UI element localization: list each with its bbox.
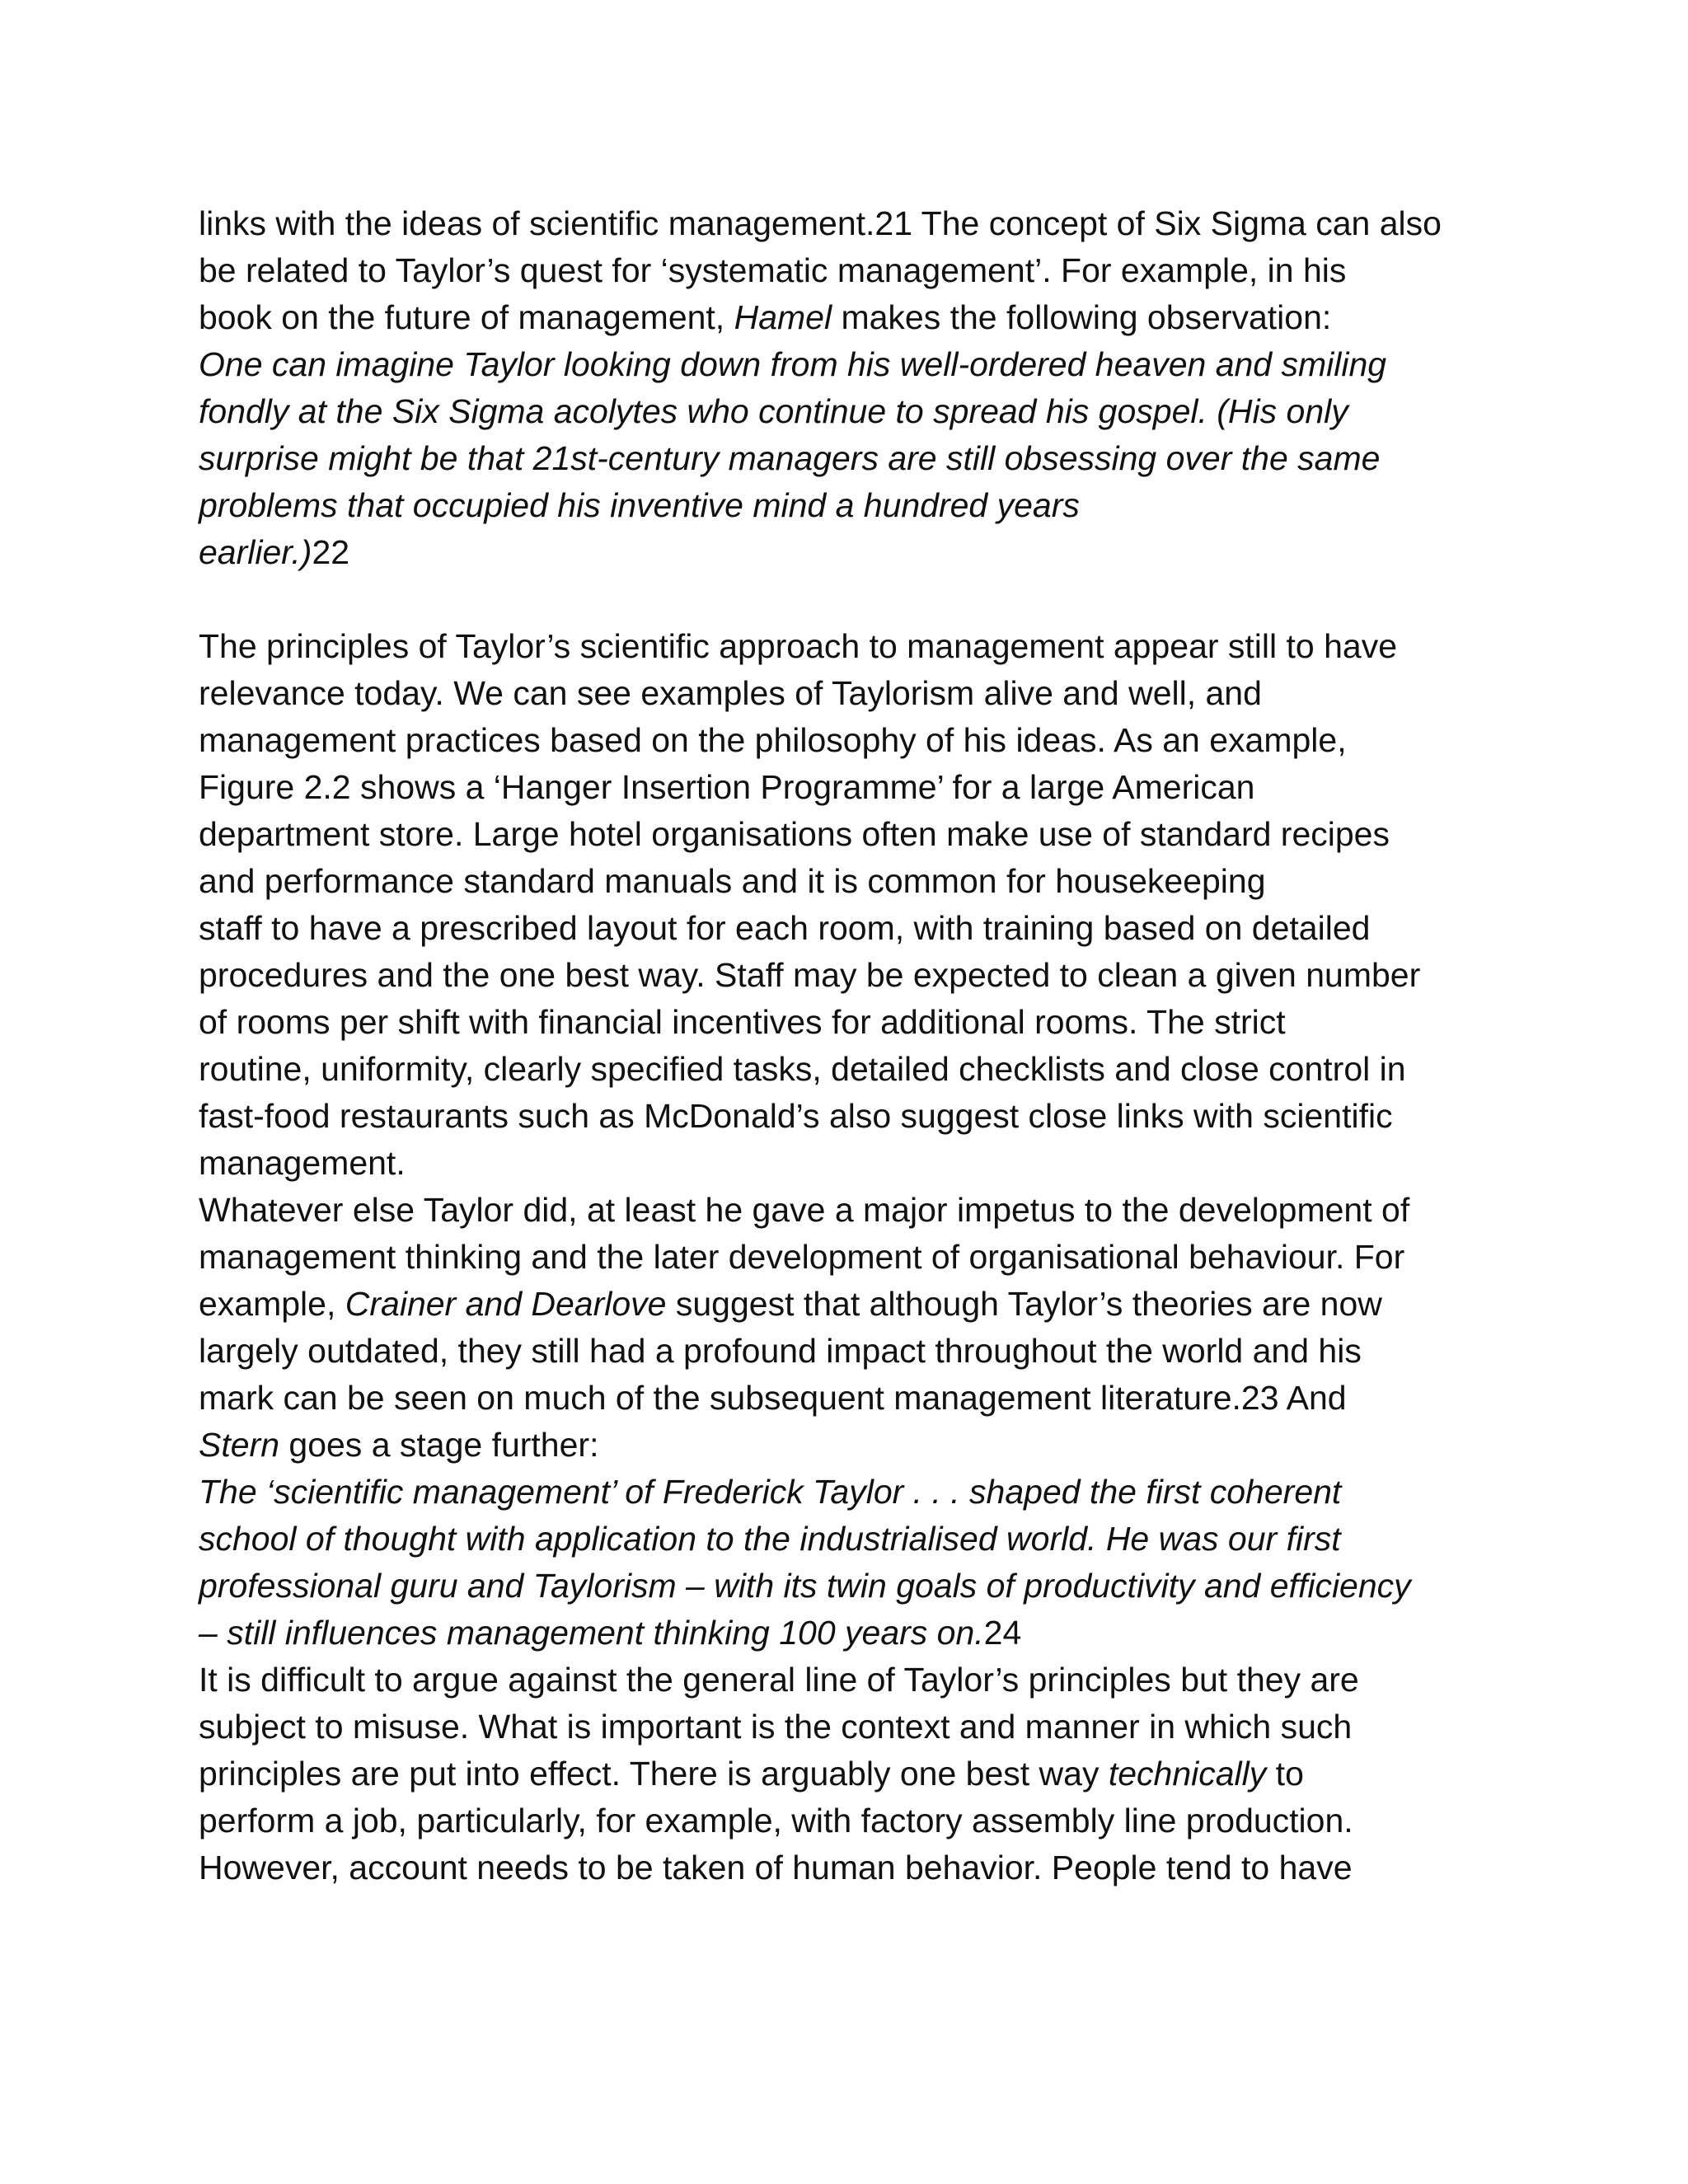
text-run: relevance today. We can see examples of Taylorism alive and well, and — [199, 674, 1262, 712]
text-line — [199, 1657, 1534, 1704]
text-line — [199, 1281, 1534, 1328]
text-run: largely outdated, they still had a profound impact throughout the world and his — [199, 1332, 1362, 1370]
italic-text-run: Stern — [199, 1426, 279, 1464]
text-run: to — [1266, 1755, 1304, 1793]
italic-text-run: One can imagine Taylor looking down from his well-ordered heaven and smiling — [199, 345, 1387, 383]
text-run: of rooms per shift with financial incentives for additional rooms. The strict — [199, 1003, 1286, 1041]
italic-text-run: surprise might be that 21st-century managers are still obsessing over the same — [199, 439, 1381, 477]
text-line — [199, 294, 1534, 341]
text-run: 22 — [312, 533, 350, 571]
text-run: It is difficult to argue against the general line of Taylor’s principles but they are — [199, 1661, 1359, 1699]
text-line — [199, 1704, 1534, 1750]
text-run: management. — [199, 1144, 406, 1182]
text-line — [199, 764, 1534, 811]
text-line — [199, 1797, 1534, 1844]
text-line — [199, 1093, 1534, 1140]
text-line — [199, 341, 1534, 388]
text-run: 24 — [983, 1614, 1022, 1652]
text-run: suggest that although Taylor’s theories are now — [666, 1285, 1382, 1323]
italic-text-run: Crainer and Dearlove — [345, 1285, 667, 1323]
text-run: Figure 2.2 shows a ‘Hanger Insertion Programme’ for a large American — [199, 768, 1255, 806]
text-line — [199, 905, 1534, 952]
italic-text-run: school of thought with application to the industrialised world. He was our first — [199, 1520, 1341, 1558]
text-line — [199, 623, 1534, 670]
text-run: book on the future of management, — [199, 298, 734, 336]
text-line — [199, 717, 1534, 764]
text-line — [199, 1046, 1534, 1093]
text-run: department store. Large hotel organisations often make use of standard recipes — [199, 815, 1390, 853]
text-line — [199, 999, 1534, 1046]
text-run: Whatever else Taylor did, at least he gave a major impetus to the development of — [199, 1191, 1410, 1229]
italic-text-run: earlier.) — [199, 533, 312, 571]
text-run: principles are put into effect. There is arguably one best way — [199, 1755, 1109, 1793]
text-line — [199, 952, 1534, 999]
text-run: procedures and the one best way. Staff may be expected to clean a given number — [199, 956, 1421, 994]
text-run: perform a job, particularly, for example, with factory assembly line production. — [199, 1802, 1353, 1840]
text-run: be related to Taylor’s quest for ‘systematic management’. For example, in his — [199, 251, 1347, 289]
text-line — [199, 247, 1534, 294]
text-line — [199, 435, 1534, 482]
text-run: However, account needs to be taken of human behavior. People tend to have — [199, 1849, 1353, 1886]
text-line — [199, 1234, 1534, 1281]
text-line — [199, 388, 1534, 435]
italic-text-run: Hamel — [734, 298, 832, 336]
text-line — [199, 1375, 1534, 1422]
text-line — [199, 529, 1534, 576]
text-run: routine, uniformity, clearly specified tasks, detailed checklists and close control in — [199, 1050, 1406, 1088]
text-run: example, — [199, 1285, 345, 1323]
text-run: makes the following observation: — [832, 298, 1332, 336]
text-line — [199, 1328, 1534, 1375]
text-line — [199, 670, 1534, 717]
italic-text-run: – still influences management thinking 100 years on. — [199, 1614, 984, 1652]
text-run: and performance standard manuals and it is common for housekeeping — [199, 862, 1266, 900]
italic-text-run: professional guru and Taylorism – with its twin goals of productivity and efficiency — [199, 1567, 1411, 1605]
text-run: management thinking and the later development of organisational behaviour. For — [199, 1238, 1405, 1276]
text-run: staff to have a prescribed layout for each room, with training based on detailed — [199, 909, 1371, 947]
italic-text-run: problems that occupied his inventive mind a hundred years — [199, 486, 1080, 524]
text-line — [199, 1844, 1534, 1891]
text-run: management practices based on the philosophy of his ideas. As an example, — [199, 721, 1347, 759]
text-line — [199, 1140, 1534, 1187]
text-run: goes a stage further: — [279, 1426, 599, 1464]
italic-text-run: fondly at the Six Sigma acolytes who continue to spread his gospel. (His only — [199, 392, 1348, 430]
body-text — [199, 200, 1534, 1891]
text-run: The principles of Taylor’s scientific approach to management appear still to have — [199, 627, 1398, 665]
text-run: subject to misuse. What is important is the context and manner in which such — [199, 1708, 1353, 1746]
text-run: links with the ideas of scientific management.21 The concept of Six Sigma can also — [199, 204, 1442, 242]
text-line — [199, 1516, 1534, 1563]
text-line — [199, 200, 1534, 247]
text-line — [199, 1187, 1534, 1234]
text-line — [199, 1563, 1534, 1610]
text-line — [199, 811, 1534, 858]
text-run: fast-food restaurants such as McDonald’s also suggest close links with scientific — [199, 1097, 1393, 1135]
text-line — [199, 1750, 1534, 1797]
italic-text-run: technically — [1108, 1755, 1267, 1793]
text-run: mark can be seen on much of the subsequent management literature.23 And — [199, 1379, 1347, 1417]
text-line — [199, 1422, 1534, 1469]
text-line — [199, 858, 1534, 905]
text-line — [199, 482, 1534, 529]
paragraph-gap — [199, 576, 1534, 623]
text-line — [199, 1610, 1534, 1657]
text-line — [199, 1469, 1534, 1516]
italic-text-run: The ‘scientific management’ of Frederick Taylor . . . shaped the first coherent — [199, 1473, 1342, 1511]
